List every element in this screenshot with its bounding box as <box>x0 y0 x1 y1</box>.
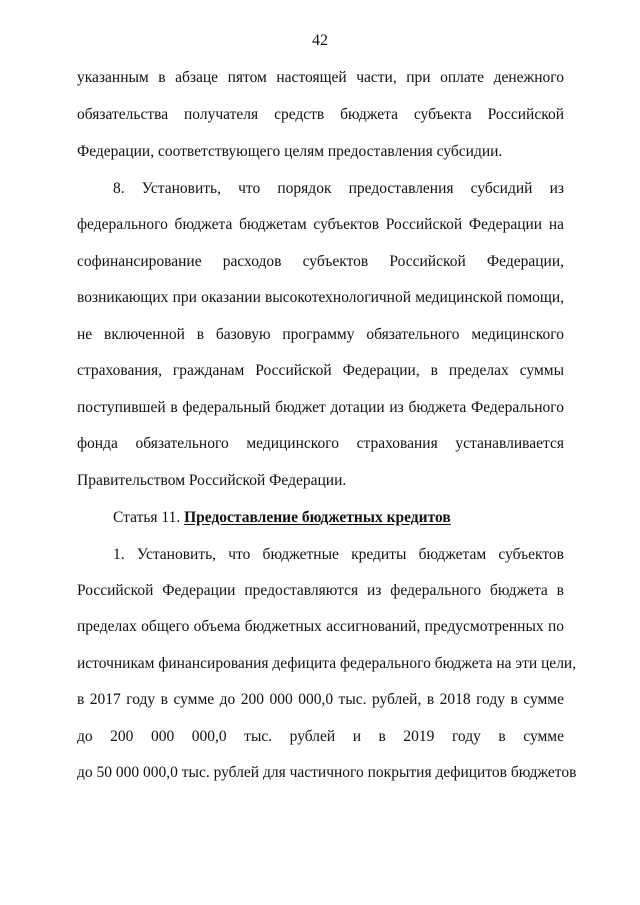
text-line: софинансирование расходов субъектов Российской Федерации, <box>77 253 564 270</box>
text-line: Российской Федерации предоставляются из федерального бюджета в <box>77 582 564 599</box>
text-line: поступившей в федеральный бюджет дотации из бюджета Федерального <box>77 399 564 416</box>
text-line: фонда обязательного медицинского страхования устанавливается <box>77 435 564 452</box>
text-line: страхования, гражданам Российской Федерации, в пределах суммы <box>77 362 564 379</box>
text-line: пределах общего объема бюджетных ассигнований, предусмотренных по <box>77 618 564 635</box>
text-line: Правительством Российской Федерации. <box>77 472 347 489</box>
page-number: 42 <box>312 32 328 49</box>
text-line: Федерации, соответствующего целям предоставления субсидии. <box>77 143 503 160</box>
text-line: не включенной в базовую программу обязательного медицинского <box>77 326 564 343</box>
article-number: Статья 11. <box>113 509 181 526</box>
text-line: в 2017 году в сумме до 200 000 000,0 тыс. рублей, в 2018 году в сумме <box>77 691 564 708</box>
article-title: Предоставление бюджетных кредитов <box>184 509 451 526</box>
text-line: до 50 000 000,0 тыс. рублей для частичного покрытия дефицитов бюджетов <box>77 764 577 781</box>
text-line: обязательства получателя средств бюджета субъекта Российской <box>77 106 564 123</box>
text-line: возникающих при оказании высокотехнологичной медицинской помощи, <box>77 289 564 306</box>
text-line: указанным в абзаце пятом настоящей части, при оплате денежного <box>77 69 564 86</box>
text-line: федерального бюджета бюджетам субъектов Российской Федерации на <box>77 216 564 233</box>
paragraph-first-line: 8. Установить, что порядок предоставления субсидий из <box>113 180 564 197</box>
text-line: до 200 000 000,0 тыс. рублей и в 2019 году в сумме <box>77 728 564 745</box>
text-line: источникам финансирования дефицита федерального бюджета на эти цели, <box>77 655 577 672</box>
paragraph-first-line: 1. Установить, что бюджетные кредиты бюджетам субъектов <box>113 546 564 563</box>
article-heading <box>113 508 564 528</box>
